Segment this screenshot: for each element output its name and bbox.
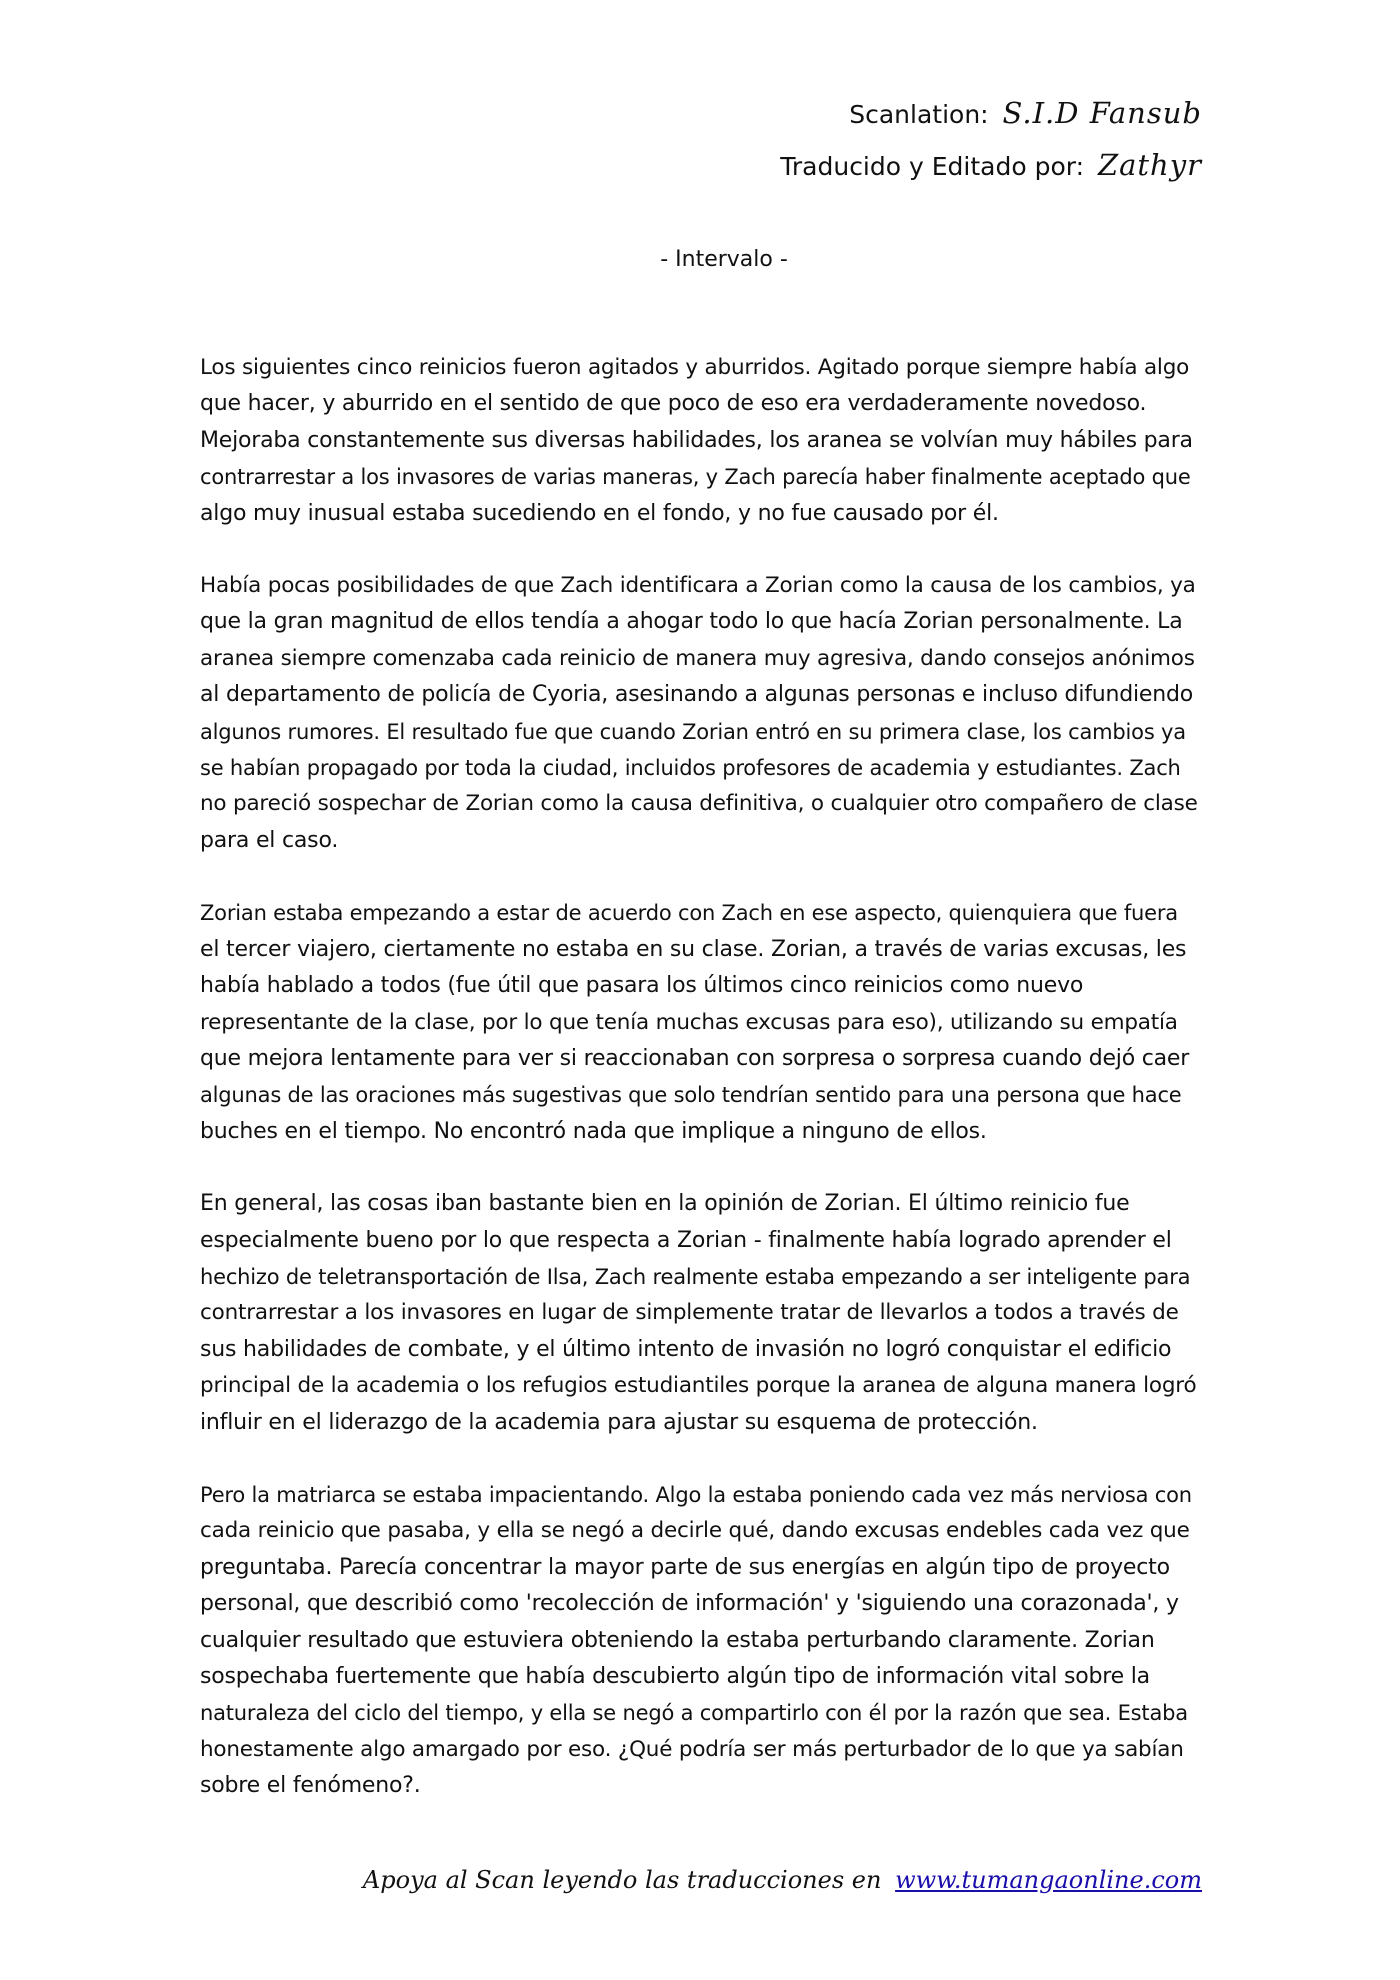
text-line: que mejora lentamente para ver si reaccionaban con sorpresa o sorpresa cuando dejó caer <box>200 1045 1190 1071</box>
credits-header <box>780 88 1202 192</box>
text-line: para el caso. <box>200 827 339 853</box>
text-line: Pero la matriarca se estaba impacientando. Algo la estaba poniendo cada vez más nerviosa con <box>200 1482 1192 1507</box>
text-line: preguntaba. Parecía concentrar la mayor parte de sus energías en algún tipo de proyecto <box>200 1554 1170 1580</box>
scanlation-credit <box>780 88 1202 140</box>
text-line: Había pocas posibilidades de que Zach identificara a Zorian como la causa de los cambios, ya <box>200 573 1196 599</box>
editor-name: Zathyr <box>1097 148 1202 182</box>
text-line: buches en el tiempo. No encontró nada que implique a ninguno de ellos. <box>200 1118 987 1144</box>
paragraph <box>200 1186 1200 1441</box>
editor-label: Traducido y Editado por: <box>780 152 1085 181</box>
text-line: algo muy inusual estaba sucediendo en el fondo, y no fue causado por él. <box>200 500 999 526</box>
text-line: el tercer viajero, ciertamente no estaba en su clase. Zorian, a través de varias excusas, les <box>200 936 1187 962</box>
paragraph <box>200 350 1200 532</box>
text-line: influir en el liderazgo de la academia para ajustar su esquema de protección. <box>200 1409 1038 1435</box>
text-line: En general, las cosas iban bastante bien en la opinión de Zorian. El último reinicio fue <box>200 1191 1130 1217</box>
text-line: sus habilidades de combate, y el último intento de invasión no logró conquistar el edificio <box>200 1336 1172 1362</box>
scanlation-name: S.I.D Fansub <box>1002 96 1202 130</box>
document-body <box>200 350 1200 1841</box>
footer-text: Apoya al Scan leyendo las traducciones en <box>362 1866 882 1894</box>
text-line: que hacer, y aburrido en el sentido de que poco de eso era verdaderamente novedoso. <box>200 391 1147 417</box>
text-line: que la gran magnitud de ellos tendía a ahogar todo lo que hacía Zorian personalmente. La <box>200 609 1183 635</box>
text-line: honestamente algo amargado por eso. ¿Qué podría ser más perturbador de lo que ya sabían <box>200 1736 1184 1762</box>
text-line: sospechaba fuertemente que había descubierto algún tipo de información vital sobre la <box>200 1664 1150 1689</box>
text-line: cualquier resultado que estuviera obteniendo la estaba perturbando claramente. Zorian <box>200 1627 1155 1653</box>
text-line: hechizo de teletransportación de Ilsa, Zach realmente estaba empezando a ser inteligente para <box>200 1264 1191 1289</box>
text-line: no pareció sospechar de Zorian como la causa definitiva, o cualquier otro compañero de clase <box>200 791 1198 817</box>
text-line: algunas de las oraciones más sugestivas que solo tendrían sentido para una persona que hace <box>200 1083 1182 1108</box>
text-line: aranea siempre comenzaba cada reinicio de manera muy agresiva, dando consejos anónimos <box>200 645 1195 671</box>
footer-note <box>363 1860 1202 1900</box>
text-line: se habían propagado por toda la ciudad, incluidos profesores de academia y estudiantes. Zach <box>200 756 1181 781</box>
text-line: especialmente bueno por lo que respecta a Zorian - finalmente había logrado aprender el <box>200 1227 1172 1253</box>
editor-credit <box>780 140 1202 192</box>
text-line: contrarrestar a los invasores en lugar de simplemente tratar de llevarlos a todos a través de <box>200 1300 1179 1326</box>
paragraph <box>200 1477 1200 1805</box>
paragraph <box>200 568 1200 859</box>
footer-link[interactable]: www.tumangaonline.com <box>895 1866 1202 1894</box>
paragraph <box>200 895 1200 1150</box>
text-line: cada reinicio que pasaba, y ella se negó a decirle qué, dando excusas endebles cada vez que <box>200 1518 1190 1544</box>
text-line: Zorian estaba empezando a estar de acuerdo con Zach en ese aspecto, quienquiera que fuera <box>200 901 1178 926</box>
scanlation-label: Scanlation: <box>849 100 989 129</box>
text-line: sobre el fenómeno?. <box>200 1773 421 1799</box>
section-title: - Intervalo - <box>660 247 788 272</box>
text-line: Los siguientes cinco reinicios fueron agitados y aburridos. Agitado porque siempre había algo <box>200 355 1190 380</box>
text-line: contrarrestar a los invasores de varias maneras, y Zach parecía haber finalmente aceptado que <box>200 465 1191 490</box>
text-line: representante de la clase, por lo que tenía muchas excusas para eso), utilizando su empatía <box>200 1009 1178 1035</box>
text-line: principal de la academia o los refugios estudiantiles porque la aranea de alguna manera logró <box>200 1373 1197 1399</box>
text-line: naturaleza del ciclo del tiempo, y ella se negó a compartirlo con él por la razón que sea. Estaba <box>200 1701 1188 1726</box>
text-line: personal, que describió como 'recolección de información' y 'siguiendo una corazonada', y <box>200 1591 1179 1617</box>
text-line: al departamento de policía de Cyoria, asesinando a algunas personas e incluso difundiendo <box>200 682 1194 708</box>
text-line: algunos rumores. El resultado fue que cuando Zorian entró en su primera clase, los cambios ya <box>200 719 1186 744</box>
text-line: Mejoraba constantemente sus diversas habilidades, los aranea se volvían muy hábiles para <box>200 427 1193 453</box>
text-line: había hablado a todos (fue útil que pasara los últimos cinco reinicios como nuevo <box>200 973 1084 999</box>
